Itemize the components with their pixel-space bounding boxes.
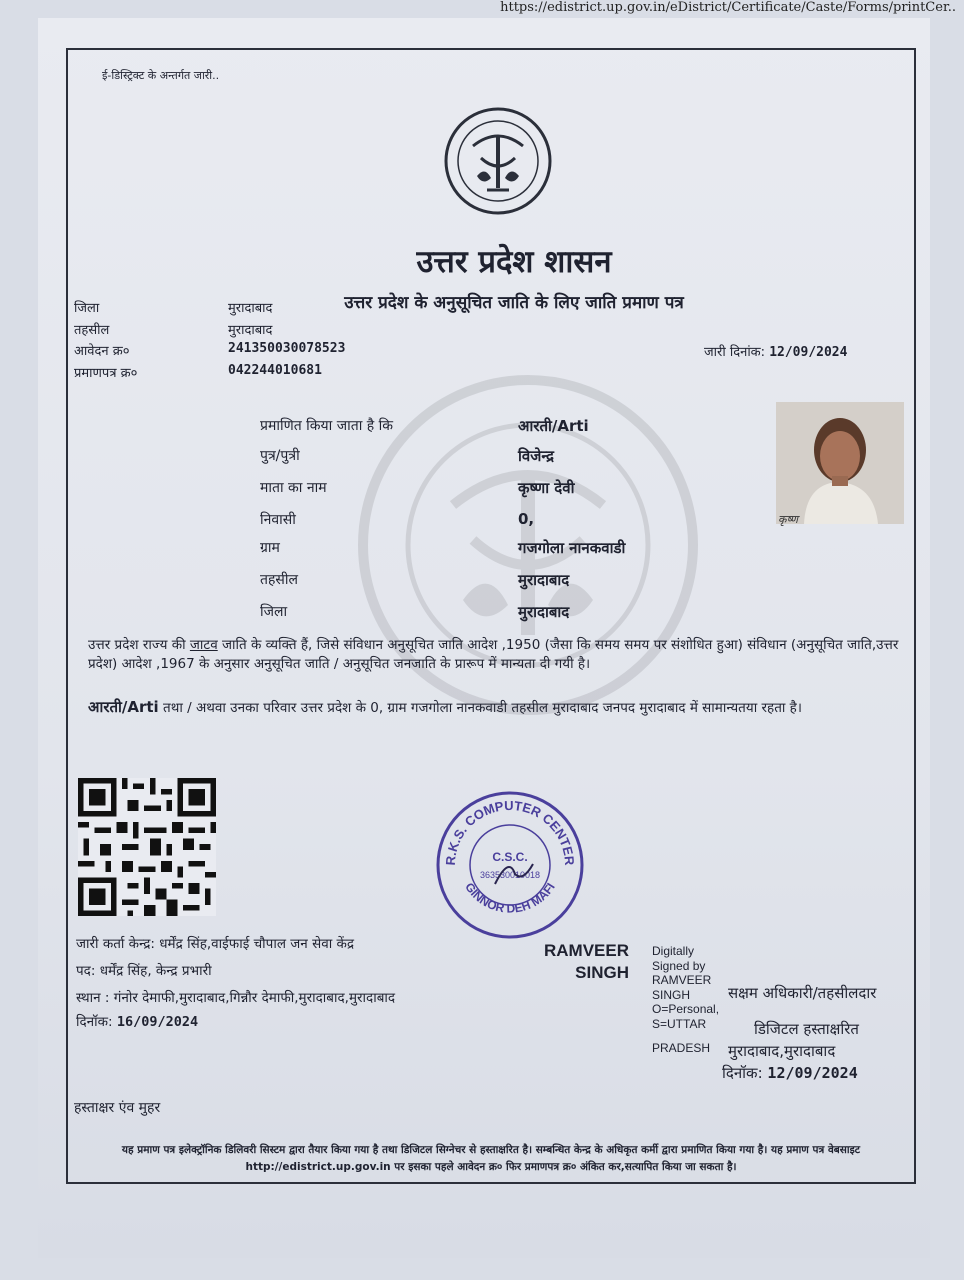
signer-name-line2: SINGH xyxy=(575,963,630,982)
signer-meta-line: PRADESH xyxy=(652,1041,711,1055)
issuer-center-value: धर्मेंद्र सिंह,वाईफाई चौपाल जन सेवा केंद्र xyxy=(159,936,355,952)
authority-date xyxy=(722,1062,876,1084)
certificate-frame xyxy=(66,48,916,1184)
signer-meta-line: SINGH xyxy=(652,987,691,1002)
issuer-post-label: पद: xyxy=(76,963,96,979)
signature-seal-label: हस्ताक्षर एंव मुहर xyxy=(74,1100,161,1116)
mother-name: कृष्णा देवी xyxy=(518,479,575,497)
authority-digital: डिजिटल हस्ताक्षरित xyxy=(754,1020,859,1038)
signer-meta-line: Digitally xyxy=(652,944,695,958)
stamp-top-text: R.K.S. COMPUTER CENTER xyxy=(442,797,578,866)
residence-applicant-name: आरती/Arti xyxy=(88,698,159,716)
authority-block xyxy=(722,982,877,1084)
field-tehsil-label: तहसील xyxy=(260,572,298,588)
signer-meta-line: Signed by xyxy=(652,958,706,973)
tehsil-label: तहसील xyxy=(74,323,110,338)
issuer-date-value: 16/09/2024 xyxy=(116,1014,199,1030)
tehsil-value: मुरादाबाद xyxy=(228,323,273,338)
district-label: जिला xyxy=(74,301,100,316)
field-tehsil-value: मुरादाबाद xyxy=(518,571,570,589)
stamp-code: 363530010018 xyxy=(479,870,541,880)
issued-under-text: ई-डिस्ट्रिक्ट के अन्तर्गत जारी.. xyxy=(102,69,220,82)
caste-name: जाटव xyxy=(189,637,218,653)
issue-date-label: जारी दिनांक: xyxy=(704,345,766,360)
digital-signature-meta xyxy=(652,944,719,1056)
authority-title: सक्षम अधिकारी/तहसीलदार xyxy=(728,984,877,1002)
issuer-date-label: दिनॉक: xyxy=(76,1014,113,1030)
residence-statement-rest: तथा / अथवा उनका परिवार उत्तर प्रदेश के 0, ग्राम गजगोला नानकवाडी तहसील मुरादाबाद जनपद मुरादाबाद में सामान्यतया रहता है। xyxy=(158,700,802,716)
authority-place: मुरादाबाद,मुरादाबाद xyxy=(728,1042,836,1060)
caste-statement-pre: उत्तर प्रदेश राज्य की xyxy=(88,637,190,653)
signer-meta-line: O=Personal, xyxy=(652,1002,720,1016)
authority-date-value: 12/09/2024 xyxy=(767,1064,858,1082)
parent-label: पुत्र/पुत्री xyxy=(260,448,300,464)
signer-name-line1: RAMVEER xyxy=(544,941,630,960)
photo-signature: कृष्ण xyxy=(778,513,798,526)
up-government-emblem xyxy=(443,106,553,216)
issue-date xyxy=(704,342,847,360)
issuer-date xyxy=(76,1012,198,1030)
applicant-name: आरती/Arti xyxy=(518,417,589,435)
issuer-place xyxy=(76,988,395,1006)
certificate-no-label: प्रमाणपत्र क्र० xyxy=(74,366,138,381)
applicant-photo xyxy=(776,402,904,524)
resident-label: निवासी xyxy=(260,512,296,528)
signer-meta-line: RAMVEER xyxy=(652,973,712,987)
residence-statement xyxy=(88,698,910,718)
district-value: मुरादाबाद xyxy=(228,301,273,316)
field-district-value: मुरादाबाद xyxy=(518,603,570,621)
issuer-place-value: गंनोर देमाफी,मुरादाबाद,गिन्नौर देमाफी,मुरादाबाद,मुरादाबाद xyxy=(113,990,396,1006)
signer-name xyxy=(544,940,629,984)
stamp-center-text: C.S.C. xyxy=(492,850,528,864)
footer-note: यह प्रमाण पत्र इलेक्ट्रॉनिक डिलिवरी सिस्टम द्वारा तैयार किया गया है तथा डिजिटल सिग्नेचर से हस्ताक्षरित है। सम्बन्धित केन्द्र के अधिकृत कर्मी द्वारा प्रमाणित किया गया है। यह प्रमाण पत्र वेबसाइट http://edistrict.up.gov.in पर इसका पहले आवेदन क्र० फिर प्रमाणपत्र क्र० अंकित कर,सत्यापित किया जा सकता है। xyxy=(121,1144,861,1173)
resident-value: 0, xyxy=(518,510,535,528)
certificate-title: उत्तर प्रदेश के अनुसूचित जाति के लिए जाति प्रमाण पत्र xyxy=(344,293,684,313)
authority-date-label: दिनॉक: xyxy=(722,1064,763,1082)
signer-meta-line: S=UTTAR xyxy=(652,1016,707,1031)
caste-statement-post: जाति के व्यक्ति हैं, जिसे संविधान अनुसूचित जाति आदेश ,1950 (जैसा कि समय समय पर संशोधित हुआ) संविधान (अनुसूचित जाति,उत्तर प्रदेश) आदेश ,1967 के अनुसार अनुसूचित जाति / अनुसूचित जनजाति के प्रारूप में मान्यता दी गयी है। xyxy=(88,637,899,672)
application-no-label: आवेदन क्र० xyxy=(74,344,130,359)
certificate-paper xyxy=(38,18,930,1258)
qr-code xyxy=(78,778,216,916)
government-title: उत्तर प्रदेश शासन xyxy=(416,244,612,280)
csc-stamp xyxy=(431,786,589,944)
village-label: ग्राम xyxy=(260,540,280,556)
application-no-value: 241350030078523 xyxy=(228,341,346,356)
mother-label: माता का नाम xyxy=(260,480,327,496)
browser-url: https://edistrict.up.gov.in/eDistrict/Certificate/Caste/Forms/printCer.. xyxy=(500,0,956,15)
person-photo-icon xyxy=(776,402,904,524)
certificate-no-value: 042244010681 xyxy=(228,363,322,378)
caste-statement xyxy=(88,636,910,674)
issuer-center xyxy=(76,934,354,952)
issuer-post-value: धर्मेंद्र सिंह, केन्द्र प्रभारी xyxy=(99,963,212,979)
field-district-label: जिला xyxy=(260,604,288,620)
village-value: गजगोला नानकवाडी xyxy=(518,539,626,557)
certify-label: प्रमाणित किया जाता है कि xyxy=(260,418,394,434)
issue-date-value: 12/09/2024 xyxy=(769,345,848,360)
stamp-bottom-text: GINNOR DEH MAFI xyxy=(462,880,558,916)
issuer-post xyxy=(76,961,212,979)
parent-name: विजेन्द्र xyxy=(518,447,554,465)
issuer-center-label: जारी कर्ता केन्द्र: xyxy=(76,936,155,952)
issuer-place-label: स्थान : xyxy=(76,990,110,1006)
